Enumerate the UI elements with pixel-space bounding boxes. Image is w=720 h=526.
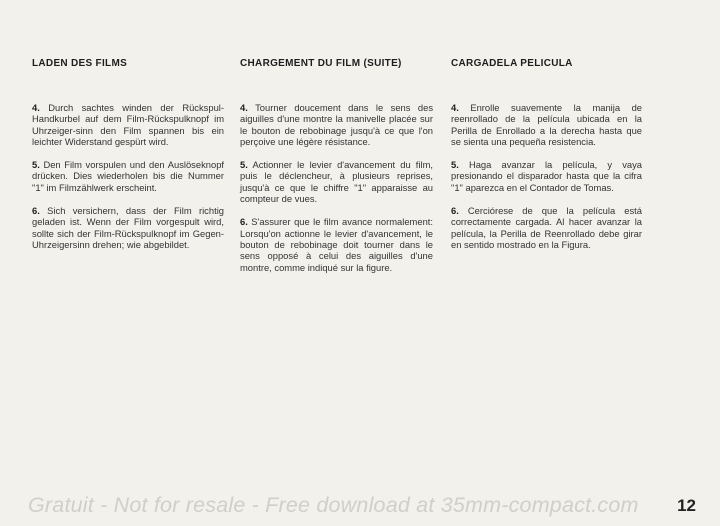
paragraph — [32, 102, 224, 147]
paragraph-text: Den Film vorspulen und den Auslöseknopf drücken. Dies wiederholen bis die Nummer "1" im Filmzählwerk erscheint. — [32, 159, 225, 193]
step-number: 5. — [32, 159, 40, 171]
paragraph — [240, 159, 433, 204]
step-number: 5. — [240, 159, 248, 171]
column-heading: CARGADELA PELICULA — [451, 58, 573, 69]
column-heading: LADEN DES FILMS — [32, 58, 128, 69]
paragraph-text: Haga avanzar la película, y vaya presionando el disparador hasta que la cifra "1" aparezca en el Contador de Tomas. — [451, 159, 642, 193]
paragraph — [451, 102, 642, 147]
paragraph-text: Durch sachtes winden der Rückspul-Handkurbel auf dem Film-Rückspulknopf im Uhrzeiger-sinn den Film spannen bis ein leichter Widerstand gespürt wird. — [32, 102, 224, 147]
step-number: 4. — [240, 102, 248, 113]
column-german — [32, 58, 224, 262]
paragraph — [451, 205, 642, 250]
paragraph-text: Sich versichern, dass der Film richtig geladen ist. Wenn der Film vorgespult wird, sollte sich der Film-Rückspulknopf im Gegen-Uhrzeigersinn drehen; wie abgebildet. — [32, 205, 224, 250]
watermark-text: Gratuit - Not for resale - Free download at 35mm-compact.com — [28, 493, 639, 517]
paragraph-text: Cerciórese de que la película está correctamente cargada. Al hacer avanzar la película, la Perilla de Reenrollado debe girar en sentido mostrado en la Figura. — [451, 205, 642, 250]
step-number: 5. — [451, 159, 459, 171]
paragraph — [451, 159, 642, 193]
paragraph — [32, 205, 224, 250]
paragraph-text: Enrolle suavemente la manija de reenrollado de la película ubicada en la Perilla de Enrollado a la derecha hasta que se sienta una pequeña resistencia. — [451, 102, 642, 147]
page-number: 12 — [677, 496, 696, 515]
column-spanish — [451, 58, 642, 262]
step-number: 4. — [32, 102, 40, 113]
paragraph-text: Tourner doucement dans le sens des aiguilles d'une montre la manivelle placée sur le bouton de rebobinage jusqu'à ce que l'on perçoive une légère résistance. — [240, 102, 434, 147]
paragraph-text: Actionner le levier d'avancement du film, puis le déclencheur, à plusieurs reprises, jusqu'à ce que le chiffre "1" apparaisse au compteur de vues. — [240, 159, 433, 205]
paragraph — [32, 159, 224, 193]
step-number: 6. — [451, 205, 459, 217]
paragraph-text: S'assurer que le film avance normalement: Lorsqu'on actionne le levier d'avancement, le bouton de rebobinage doit tourner dans le sens opposé à celui des aiguilles d'une montre, comme indiqué sur la figure. — [240, 216, 433, 273]
step-number: 6. — [32, 205, 40, 217]
step-number: 6. — [240, 216, 248, 228]
column-french — [240, 58, 433, 285]
step-number: 4. — [451, 102, 459, 113]
column-heading: CHARGEMENT DU FILM (SUITE) — [240, 58, 402, 69]
paragraph — [240, 102, 433, 147]
paragraph — [240, 216, 433, 272]
